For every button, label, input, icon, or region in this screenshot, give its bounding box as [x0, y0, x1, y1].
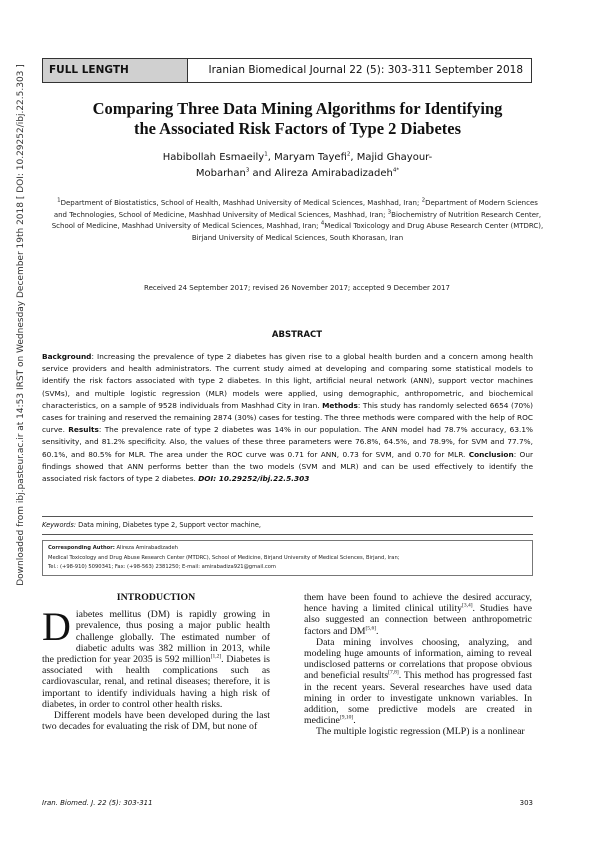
intro-paragraph-3	[304, 592, 532, 637]
journal-header	[42, 58, 532, 83]
intro-paragraph-2: Different models have been developed during the last two decades for evaluating the risk of DM, but none of	[42, 710, 270, 733]
keywords-text: Data mining, Diabetes type 2, Support vector machine,	[76, 521, 261, 529]
affiliation-2: Department of Modern Sciences and Technologies, School of Medicine, Mashhad University of Medical Sciences, Mashhad, Iran;	[53, 199, 538, 219]
introduction-heading: INTRODUCTION	[116, 592, 196, 603]
author-affil-mark: 3	[245, 167, 250, 174]
conclusion-text: : Our findings showed that ANN performs better than the two models (SVM and MLR) and can be used effectively to identify the associated risk factors of type 2 diabetes.	[42, 449, 533, 484]
background-text: : Increasing the prevalence of type 2 diabetes has given rise to a global health burden and a concern among health service providers and health administrators. The current study aimed at developing and comparing some statistical models to identify the risk factors associated with type 2 diabetes. In this light, artificial neural network (ANN), support vector machines (SVMs), and multiple logistic regression (MLR) models were applied, using demographic, anthropometric, and biochemical characteristics, on a sample of 9528 individuals from Mashhad City in Iran.	[42, 352, 533, 410]
column-right	[304, 592, 532, 738]
author-name: Alireza Amirabadizadeh	[274, 168, 393, 179]
author-name: Habibollah Esmaeily	[162, 152, 265, 163]
article-title	[60, 99, 535, 139]
intro-paragraph-4	[304, 637, 532, 727]
correspondence-address: Medical Toxicology and Drug Abuse Research Center (MTDRC), School of Medicine, Birjand University of Medical Sciences, Birjand, Iran;	[48, 554, 400, 561]
received-dates: Received 24 September 2017; revised 26 November 2017; accepted 9 December 2017	[144, 284, 450, 292]
correspondence-name: Alireza Amirabadizadeh	[114, 545, 178, 551]
download-sidenote	[14, 30, 28, 620]
affiliations	[50, 198, 545, 244]
affiliation-1: Department of Biostatistics, School of Health, Mashhad University of Medical Sciences, Mashhad, Iran;	[60, 199, 420, 207]
affil-number: 1	[57, 197, 61, 204]
abstract-heading: ABSTRACT	[271, 330, 323, 340]
footer-citation: Iran. Biomed. J. 22 (5): 303-311	[42, 799, 153, 807]
title-line-2: the Associated Risk Factors of Type 2 Diabetes	[133, 119, 462, 138]
author-name: Majid Ghayour-Mobarhan	[195, 152, 433, 179]
divider	[42, 516, 533, 517]
intro-text: them have been found to achieve the desired accuracy, hence having a limited clinical utility	[304, 592, 532, 615]
intro-paragraph-1	[42, 604, 270, 710]
intro-text: .	[376, 625, 379, 637]
intro-text: Data mining involves choosing, analyzing, and modeling huge amounts of information, aiming to reveal undisclosed patterns or correlations that propose obvious and beneficial results	[304, 636, 532, 682]
divider	[42, 534, 533, 535]
keywords-label: Keywords:	[42, 521, 77, 529]
correspondence-contact: Tel.: (+98-910) 5090341; Fax: (+98-563) 2381250; E-mail: amirabadiza921@gmail.com	[48, 564, 276, 571]
results-label: Results	[68, 425, 99, 435]
keywords	[42, 521, 261, 529]
page-number: 303	[519, 799, 533, 807]
doi-link[interactable]: DOI: 10.29252/ibj.22.5.303	[198, 474, 310, 484]
affil-number: 3	[387, 209, 392, 216]
citation-ref[interactable]: [5,6]	[365, 625, 377, 632]
affiliation-3: Biochemistry of Nutrition Research Center, School of Medicine, Mashhad University of Medical Sciences, Mashhad, Iran;	[51, 210, 542, 230]
author-affil-mark: 4*	[392, 167, 400, 174]
drop-cap: D	[42, 604, 71, 650]
correspondence-label: Corresponding Author:	[48, 545, 115, 551]
download-sidenote-text: Downloaded from ibj.pasteur.ac.ir at 14:53 IRST on Wednesday December 19th 2018 [ DOI: 10.29252/ibj.22.5.303 ]	[16, 64, 26, 586]
column-left	[42, 592, 270, 732]
author-list: Habibollah Esmaeily$^1$, Maryam Tayefi$^2$, Majid Ghayour-Mobarhan$^3$ and Alireza Amirabadizadeh$^{4*}$	[162, 151, 433, 179]
intro-text: . Diabetes is associated with health complications such as cardiovascular, renal, and retinal diseases; therefore, it is important to identify individuals having a high risk of diabetes, in order to control other health risks.	[42, 654, 270, 710]
abstract-body	[42, 351, 533, 485]
background-label: Background	[42, 352, 92, 361]
methods-text: : This study has randomly selected 6654 (70%) cases for training and reserved the remaining 2874 (30%) cases for testing. The three methods were compared with the help of ROC curve.	[42, 400, 534, 435]
intro-text: iabetes mellitus (DM) is rapidly growing in prevalence, thus posing a major public health challenge globally. The estimated number of diabetic adults was 382 million in 2013, while the prediction for year 2035 is 592 million	[42, 609, 270, 666]
intro-text: .	[353, 715, 356, 727]
citation-ref[interactable]: [7,8]	[388, 670, 399, 677]
article-type-label: FULL LENGTH	[43, 59, 188, 82]
methods-label: Methods	[322, 400, 358, 410]
affiliation-4: Medical Toxicology and Drug Abuse Research Center (MTDRC), Birjand University of Medical Sciences, South Khorasan, Iran	[191, 222, 544, 242]
author-name: Maryam Tayefi	[274, 152, 347, 163]
correspondence-box	[42, 540, 533, 576]
intro-paragraph-5: The multiple logistic regression (MLP) is a nonlinear	[316, 726, 525, 738]
results-text: : The prevalence rate of type 2 diabetes was 14% in our population. The ANN model had 78.7% accuracy, 63.1% sensitivity, and 81.2% specificity. Also, the values of these three parameters were 76.8%, 64.5%, and 78.9%, for SVM and 77.7%, 60.1%, and 80.5% for MLR. The area under the ROC curve was 0.71 for ANN, 0.73 for SVM, and 0.70 for MLR.	[42, 425, 533, 459]
author-affil-mark: 1	[264, 151, 268, 158]
intro-text: . This method has progressed fast in the recent years. Several researches have used data mining in order to investigate unknown variables. In addition, some predictive models are created in medicine	[304, 670, 532, 727]
citation-ref[interactable]: [3,4]	[462, 602, 473, 609]
author-affil-mark: 2	[346, 151, 351, 158]
citation-ref[interactable]: [9,10]	[339, 714, 354, 721]
conclusion-label: Conclusion	[468, 449, 514, 459]
affil-number: 4	[320, 220, 325, 227]
citation-ref[interactable]: [1,2]	[210, 653, 222, 660]
intro-text: . Studies have also suggested an connection between anthropometric factors and DM	[304, 603, 532, 637]
title-line-1: Comparing Three Data Mining Algorithms for Identifying	[92, 99, 503, 118]
journal-citation: Iranian Biomedical Journal 22 (5): 303-311 September 2018	[208, 64, 523, 76]
affil-number: 2	[421, 197, 426, 204]
